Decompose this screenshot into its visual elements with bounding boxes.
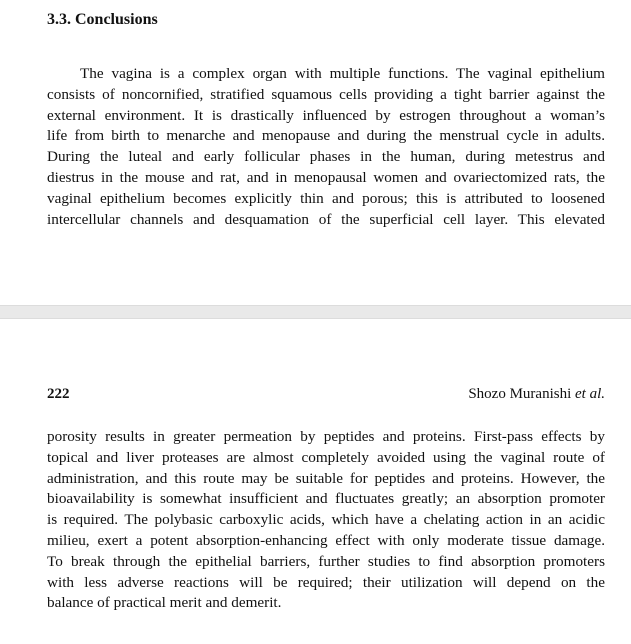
paragraph-line: with less adverse reactions will be required; their utilization will depend on the [47,573,605,591]
bottom-page [0,319,631,644]
paragraph-line: porosity results in greater permeation by peptides and proteins. First-pass effects by [47,428,605,445]
running-head-suffix: et al. [575,386,605,402]
running-head [468,386,605,403]
page-divider [0,305,631,319]
continued-paragraph [47,427,605,614]
paragraph-line: During the luteal and early follicular phases in the human, during metestrus and [47,148,605,166]
conclusions-paragraph [47,64,605,230]
page-number: 222 [47,386,70,402]
paragraph-line: diestrus in the mouse and rat, and in menopausal women and ovariectomized rats, the [47,168,605,186]
paragraph-line: vaginal epithelium becomes explicitly thin and porous; this is attributed to loosened [47,189,605,207]
paragraph-line: To break through the epithelial barriers, further studies to find absorption promoters [47,552,605,570]
paragraph-line: balance of practical merit and demerit. [47,594,282,612]
paragraph-line: The vagina is a complex organ with multiple functions. The vaginal epithelium [80,65,605,82]
paragraph-line: external environment. It is drastically influenced by estrogen throughout a woman’s [47,106,605,124]
paragraph-line: milieu, exert a potent absorption-enhancing effect with only moderate tissue damage. [47,531,605,549]
paragraph-line: topical and liver proteases are almost completely avoided using the vaginal route of [47,448,605,466]
running-head-author: Shozo Muranishi [468,386,572,402]
top-page [0,0,631,305]
section-heading: 3.3. Conclusions [47,11,158,28]
paragraph-line: life from birth to menarche and menopause and during the menstrual cycle in adults. [47,127,605,145]
paragraph-line: intercellular channels and desquamation of the superficial cell layer. This elevated [47,210,605,228]
paragraph-line: consists of noncornified, stratified squamous cells providing a tight barrier against the [47,85,605,103]
paragraph-line: bioavailability is somewhat insufficient and fluctuates greatly; an absorption promoter [47,490,605,508]
paragraph-line: administration, and this route may be suitable for peptides and proteins. However, the [47,469,605,487]
paragraph-line: is required. The polybasic carboxylic acids, which have a chelating action in an acidic [47,511,605,529]
